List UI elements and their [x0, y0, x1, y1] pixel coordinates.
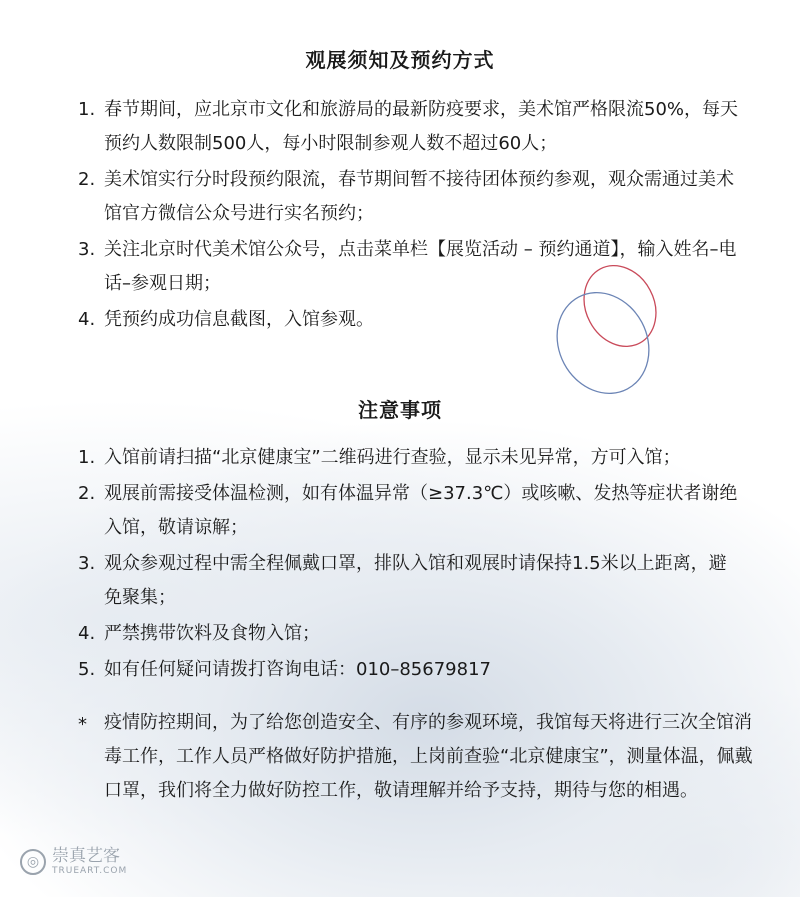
asterisk: * [78, 714, 87, 735]
watermark-logo-icon: ◎ [20, 849, 46, 875]
section-title-precautions: 注意事项 [358, 398, 442, 422]
list-item: 2. 观展前需接受体温检测，如有体温异常（≥37.3℃）或咳嗽、发热等症状者谢绝入馆，敬请谅解； [78, 483, 738, 538]
list-item: 2. 美术馆实行分时段预约限流，春节期间暂不接待团体预约参观，观众需通过美术馆官方微信公众号进行实名预约； [78, 169, 734, 224]
list-item: 1. 入馆前请扫描“北京健康宝”二维码进行查验，显示未见异常，方可入馆； [78, 447, 681, 468]
red-ring [570, 258, 669, 359]
list-item: 4. 严禁携带饮料及食物入馆； [78, 623, 320, 644]
rings-decoration-icon [545, 258, 675, 403]
watermark-cn: 崇真艺客 [52, 846, 120, 866]
note-text: 疫情防控期间，为了给您创造安全、有序的参观环境，我馆每天将进行三次全馆消毒工作，工作人员严格做好防护措施，上岗前查验“北京健康宝”，测量体温，佩戴口罩，我们将全力做好防控工作，敬请理解并给予支持，期待与您的相遇。 [104, 712, 753, 801]
watermark-en: TRUEART.COM [52, 866, 128, 876]
precautions-list [78, 441, 738, 689]
list-item: 3. 关注北京时代美术馆公众号，点击菜单栏【展览活动 – 预约通道】，输入姓名–电话–参观日期； [78, 239, 737, 294]
list-item: 5. 如有任何疑问请拨打咨询电话：010–85679817 [78, 659, 491, 680]
watermark [20, 848, 127, 876]
epidemic-note [78, 706, 764, 808]
list-item: 3. 观众参观过程中需全程佩戴口罩，排队入馆和观展时请保持1.5米以上距离，避免聚集； [78, 553, 727, 608]
section-title-visit-rules: 观展须知及预约方式 [305, 48, 495, 72]
list-item: 4. 凭预约成功信息截图，入馆参观。 [78, 309, 374, 330]
list-item: 1. 春节期间，应北京市文化和旅游局的最新防疫要求，美术馆严格限流50%，每天预约人数限制500人，每小时限制参观人数不超过60人； [78, 99, 739, 154]
